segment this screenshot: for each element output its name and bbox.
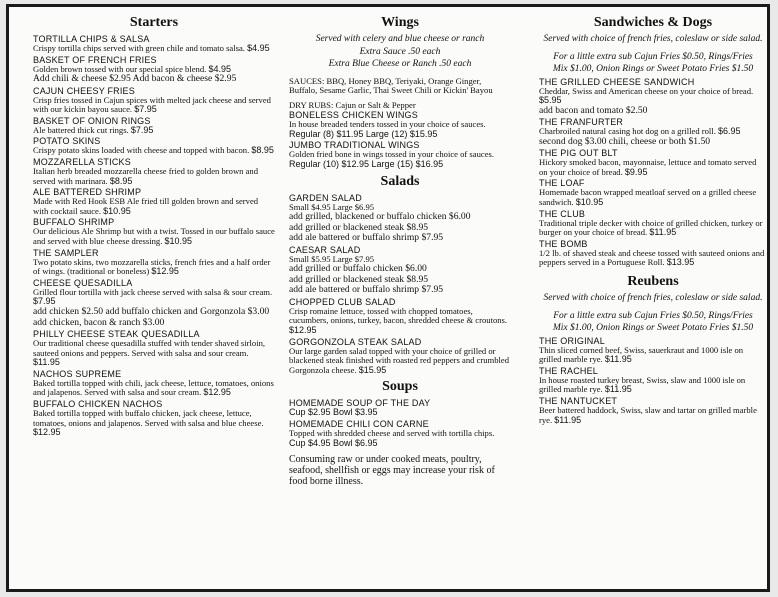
salads-list (289, 193, 511, 376)
starters-list (33, 34, 275, 438)
menu-item (289, 110, 511, 139)
item-desc-text: Traditional triple decker with choice of grilled chicken, turkey or burger on your choice of bread. (539, 217, 763, 238)
item-price: $4.95 (247, 43, 270, 53)
item-name: THE LOAF (539, 178, 585, 189)
menu-item (33, 34, 275, 54)
item-description (33, 258, 275, 277)
item-price: $8.95 (251, 145, 274, 156)
item-description (33, 409, 275, 438)
item-addon: second dog $3.00 chili, cheese or both $1.50 (539, 135, 711, 147)
item-description (289, 347, 511, 376)
item-name: TORTILLA CHIPS & SALSA (33, 34, 150, 44)
item-addon: add grilled, blackened or buffalo chicken $6.00 (289, 211, 471, 223)
item-name: BONELESS CHICKEN WINGS (289, 110, 418, 121)
item-name: JUMBO TRADITIONAL WINGS (289, 140, 420, 151)
starters-column (33, 13, 275, 439)
item-desc-text: Small $4.95 Large $6.95 (289, 201, 375, 212)
item-desc-text: Hickory smoked bacon, mayonnaise, lettuce and tomato served on your choice of bread. (539, 157, 757, 177)
item-price: $8.95 (109, 175, 133, 186)
wings-sauces: SAUCES: BBQ, Honey BBQ, Teriyaki, Orange Ginger, Buffalo, Sesame Garlic, Thai Sweet Chili or Kickin' Bayou (289, 75, 493, 96)
item-name: THE PIG OUT BLT (539, 148, 618, 159)
item-description (289, 150, 511, 169)
menu-item (539, 178, 767, 207)
menu-page (6, 4, 770, 592)
menu-item (539, 336, 767, 365)
item-desc-text: Topped with shredded cheese and served with tortilla chips. (289, 428, 495, 438)
item-desc-text: Small $5.95 Large $7.95 (289, 253, 375, 264)
item-description (33, 288, 275, 307)
item-name: CHOPPED CLUB SALAD (289, 296, 396, 307)
item-name: THE NANTUCKET (539, 395, 618, 406)
menu-item (289, 140, 511, 169)
item-price: Regular (8) $11.95 Large (12) $15.95 (289, 128, 438, 139)
menu-item (33, 217, 275, 246)
soups-heading: Soups (382, 379, 418, 395)
item-price: $10.95 (103, 205, 131, 216)
item-price: $11.95 (604, 354, 632, 365)
item-desc-text: Our traditional cheese quesadilla stuffed with tender shaved sirloin, sauteed onions and peppers. Served with salsa and sour cream. (33, 338, 266, 358)
sandwiches-subtitle: Served with choice of french fries, coleslaw or side salad. (543, 34, 763, 44)
menu-item (33, 278, 275, 328)
item-desc-text: Thin sliced corned beef, Swiss, sauerkraut and 1000 isle on grilled marble rye. (539, 344, 744, 365)
item-price: $4.95 (208, 63, 231, 74)
item-description (539, 87, 767, 106)
item-price: $12.95 (33, 427, 61, 438)
item-price: $15.95 (358, 364, 387, 375)
item-description (539, 406, 767, 425)
item-name: ALE BATTERED SHRIMP (33, 187, 142, 198)
right-column (539, 13, 767, 426)
item-name: GARDEN SALAD (289, 192, 362, 203)
item-name: GORGONZOLA STEAK SALAD (289, 336, 422, 347)
menu-item (539, 366, 767, 395)
item-desc-text: Baked tortilla topped with chili, jack cheese, lettuce, tomatoes, onions and jalapenos. Served with salsa and sour cream. (33, 377, 274, 398)
item-desc-text: Golden fried bone in wings tossed in your choice of sauces. (289, 149, 495, 160)
item-name: MOZZARELLA STICKS (33, 157, 131, 168)
menu-item (539, 77, 767, 117)
item-name: THE RACHEL (539, 365, 599, 376)
item-desc-text: Golden brown tossed with our special spice blend. (33, 63, 207, 74)
item-name: THE GRILLED CHEESE SANDWICH (539, 76, 695, 87)
item-description (33, 44, 275, 54)
menu-item (289, 419, 511, 448)
menu-item (289, 193, 511, 244)
item-price: $9.95 (624, 166, 648, 177)
item-price: $12.95 (289, 325, 317, 336)
item-desc-text: Ale battered thick cut rings. (33, 124, 129, 135)
item-desc-text: Crisp romaine lettuce, tossed with chopped tomatoes, cucumbers, onions, turkey, bacon, shredded cheese & croutons. (289, 305, 508, 326)
item-description (539, 346, 767, 365)
item-addon: Add chili & cheese $2.95 Add bacon & cheese $2.95 (33, 73, 237, 85)
item-description (33, 146, 275, 156)
item-price: $10.95 (575, 197, 604, 208)
item-price: $11.95 (33, 357, 60, 368)
reubens-extra-1: For a little extra sub Cajun Fries $0.50, Rings/Fries (553, 310, 753, 321)
item-name: THE FRANFURTER (539, 117, 624, 128)
item-name: BUFFALO CHICKEN NACHOS (33, 398, 163, 409)
item-price: $12.95 (203, 387, 231, 398)
item-description (289, 429, 511, 448)
item-addon: add grilled or blackened steak $8.95 (289, 221, 429, 233)
item-name: HOMEMADE SOUP OF THE DAY (289, 398, 431, 409)
item-desc-text: Grilled flour tortilla with jack cheese served with salsa & sour cream. (33, 286, 273, 297)
item-description (33, 126, 275, 136)
item-price: Cup $2.95 Bowl $3.95 (289, 407, 378, 418)
menu-item (539, 209, 767, 238)
item-name: THE CLUB (539, 208, 586, 219)
item-description (539, 249, 767, 268)
item-addon: add ale battered or buffalo shrimp $7.95 (289, 284, 444, 296)
soups-list (289, 398, 511, 448)
menu-item (539, 117, 767, 147)
item-desc-text: Our delicious Ale Shrimp but with a twist. Tossed in our buffalo sauce and served with blue cheese dressing. (33, 226, 275, 247)
starters-heading: Starters (129, 15, 179, 30)
wings-subtitle-1: Served with celery and blue cheese or ranch (315, 34, 485, 44)
item-name: BASKET OF ONION RINGS (33, 115, 151, 126)
item-description (33, 227, 275, 246)
item-desc-text: In house roasted turkey breast, Swiss, slaw and 1000 isle on grilled marble rye. (539, 374, 746, 395)
item-name: CAESAR SALAD (289, 244, 361, 255)
item-name: BUFFALO SHRIMP (33, 217, 115, 228)
item-description (539, 376, 767, 395)
menu-item (33, 248, 275, 277)
menu-item (33, 157, 275, 186)
wings-list (289, 110, 511, 169)
item-desc-text: 1/2 lb. of shaved steak and cheese tossed with sauteed onions and peppers served in a Portuguese Roll. (539, 247, 765, 268)
item-name: CAJUN CHEESY FRIES (33, 85, 135, 96)
item-price: $11.95 (554, 414, 582, 425)
menu-item (539, 239, 767, 268)
item-name: THE BOMB (539, 238, 588, 249)
item-price: $11.95 (604, 384, 632, 395)
menu-item (539, 148, 767, 177)
item-price: $11.95 (649, 227, 677, 238)
item-price: $6.95 (718, 126, 741, 137)
sandwiches-extra-2: Mix $1.00, Onion Rings or Sweet Potato Fries $1.50 (552, 64, 754, 74)
item-description (33, 339, 275, 368)
item-price: $13.95 (666, 257, 695, 268)
item-description (539, 158, 767, 177)
menu-item (289, 245, 511, 296)
menu-item (33, 86, 275, 115)
menu-item (33, 399, 275, 438)
item-name: THE ORIGINAL (539, 335, 605, 346)
wings-subtitle-3: Extra Blue Cheese or Ranch .50 each (328, 59, 472, 69)
item-price: $7.95 (33, 296, 56, 307)
item-desc-text: Beer battered haddock, Swiss, slaw and tartar on grilled marble rye. (539, 404, 757, 425)
item-name: POTATO SKINS (33, 136, 101, 147)
item-price: $10.95 (164, 236, 193, 247)
item-price: $12.95 (151, 266, 179, 277)
reubens-heading: Reubens (627, 274, 679, 290)
item-desc-text: Two potato skins, two mozzarella sticks, french fries and a half order of wings. (traditional or boneless) (33, 256, 271, 277)
item-price: Cup $4.95 Bowl $6.95 (289, 437, 378, 448)
menu-item (33, 187, 275, 216)
food-safety-warning: Consuming raw or under cooked meats, poultry, seafood, shellfish or eggs may increase your risk of food borne illness. (289, 454, 495, 488)
wings-heading: Wings (381, 15, 419, 30)
menu-item (33, 55, 275, 85)
item-desc-text: Italian herb breaded mozzarella cheese fried to golden brown and served with marinara. (33, 166, 259, 186)
item-name: HOMEMADE CHILI CON CARNE (289, 419, 429, 429)
item-name: PHILLY CHEESE STEAK QUESADILLA (33, 329, 200, 339)
menu-item (289, 297, 511, 336)
item-description (33, 167, 275, 186)
item-desc-text: Crispy potato skins loaded with cheese and topped with bacon. (33, 145, 250, 156)
menu-item (289, 398, 511, 418)
item-description (33, 96, 275, 115)
item-addon: add grilled or buffalo chicken $6.00 (289, 263, 427, 275)
item-description (289, 408, 511, 418)
salads-heading: Salads (380, 173, 420, 189)
middle-column (289, 13, 511, 487)
wings-dry-rubs: DRY RUBS: Cajun or Salt & Pepper (289, 99, 416, 110)
item-addon: add ale battered or buffalo shrimp $7.95 (289, 232, 444, 244)
item-desc-text: Crisp fries tossed in Cajun spices with melted jack cheese and served with our kickin bayou sauce. (33, 94, 271, 115)
item-desc-text: Crispy tortilla chips served with green chile and tomato salsa. (33, 43, 245, 53)
menu-item (539, 396, 767, 425)
menu-item (33, 116, 275, 136)
item-desc-text: Our large garden salad topped with your choice of grilled or blackened steak finished with roasted red peppers and crumbled Gorgonzola cheese. (289, 345, 510, 375)
menu-item (33, 369, 275, 398)
wings-subtitle-2: Extra Sauce .50 each (359, 46, 441, 57)
item-desc-text: Charbroiled natural casing hot dog on a grilled roll. (539, 126, 716, 137)
item-name: BASKET OF FRENCH FRIES (33, 54, 157, 65)
item-price: $7.95 (134, 104, 157, 115)
item-desc-text: Homemade bacon wrapped meatloaf served on a grilled cheese sandwich. (539, 187, 757, 208)
item-price: $5.95 (539, 95, 562, 106)
item-description (289, 120, 511, 139)
reubens-extra-2: Mix $1.00, Onion Rings or Sweet Potato Fries $1.50 (552, 323, 754, 334)
menu-item (33, 136, 275, 156)
reubens-subtitle: Served with choice of french fries, coleslaw or side salad. (543, 293, 763, 304)
item-description (539, 188, 767, 207)
reubens-list (539, 336, 767, 426)
item-desc-text: Cheddar, Swiss and American cheese on your choice of bread. (539, 85, 754, 96)
item-description (539, 219, 767, 238)
item-addon: add chicken $2.50 add buffalo chicken and Gorgonzola $3.00 add chicken, bacon & ranch $3.00 (33, 306, 270, 328)
sandwiches-heading: Sandwiches & Dogs (593, 15, 713, 30)
item-desc-text: Baked tortilla topped with buffalo chicken, jack cheese, lettuce, tomatoes, onions and jalapenos. Served with salsa and blue cheese. (33, 407, 264, 428)
item-price: Regular (10) $12.95 Large (15) $16.95 (289, 159, 444, 170)
item-name: CHEESE QUESADILLA (33, 277, 133, 288)
item-price: $7.95 (130, 124, 154, 135)
item-addon: add grilled or blackened steak $8.95 (289, 273, 429, 285)
menu-item (33, 329, 275, 368)
item-description (289, 307, 511, 336)
sandwiches-extra-1: For a little extra sub Cajun Fries $0.50, Rings/Fries (553, 51, 753, 62)
item-desc-text: Made with Red Hook ESB Ale fried till golden brown and served with cocktail sauce. (33, 196, 259, 216)
item-description (33, 197, 275, 216)
item-desc-text: In house breaded tenders tossed in your choice of sauces. (289, 119, 486, 130)
menu-item (289, 337, 511, 376)
sandwiches-list (539, 77, 767, 269)
item-description (33, 379, 275, 398)
item-name: THE SAMPLER (33, 247, 99, 258)
item-addon: add bacon and tomato $2.50 (539, 104, 648, 116)
item-name: NACHOS SUPREME (33, 368, 122, 379)
